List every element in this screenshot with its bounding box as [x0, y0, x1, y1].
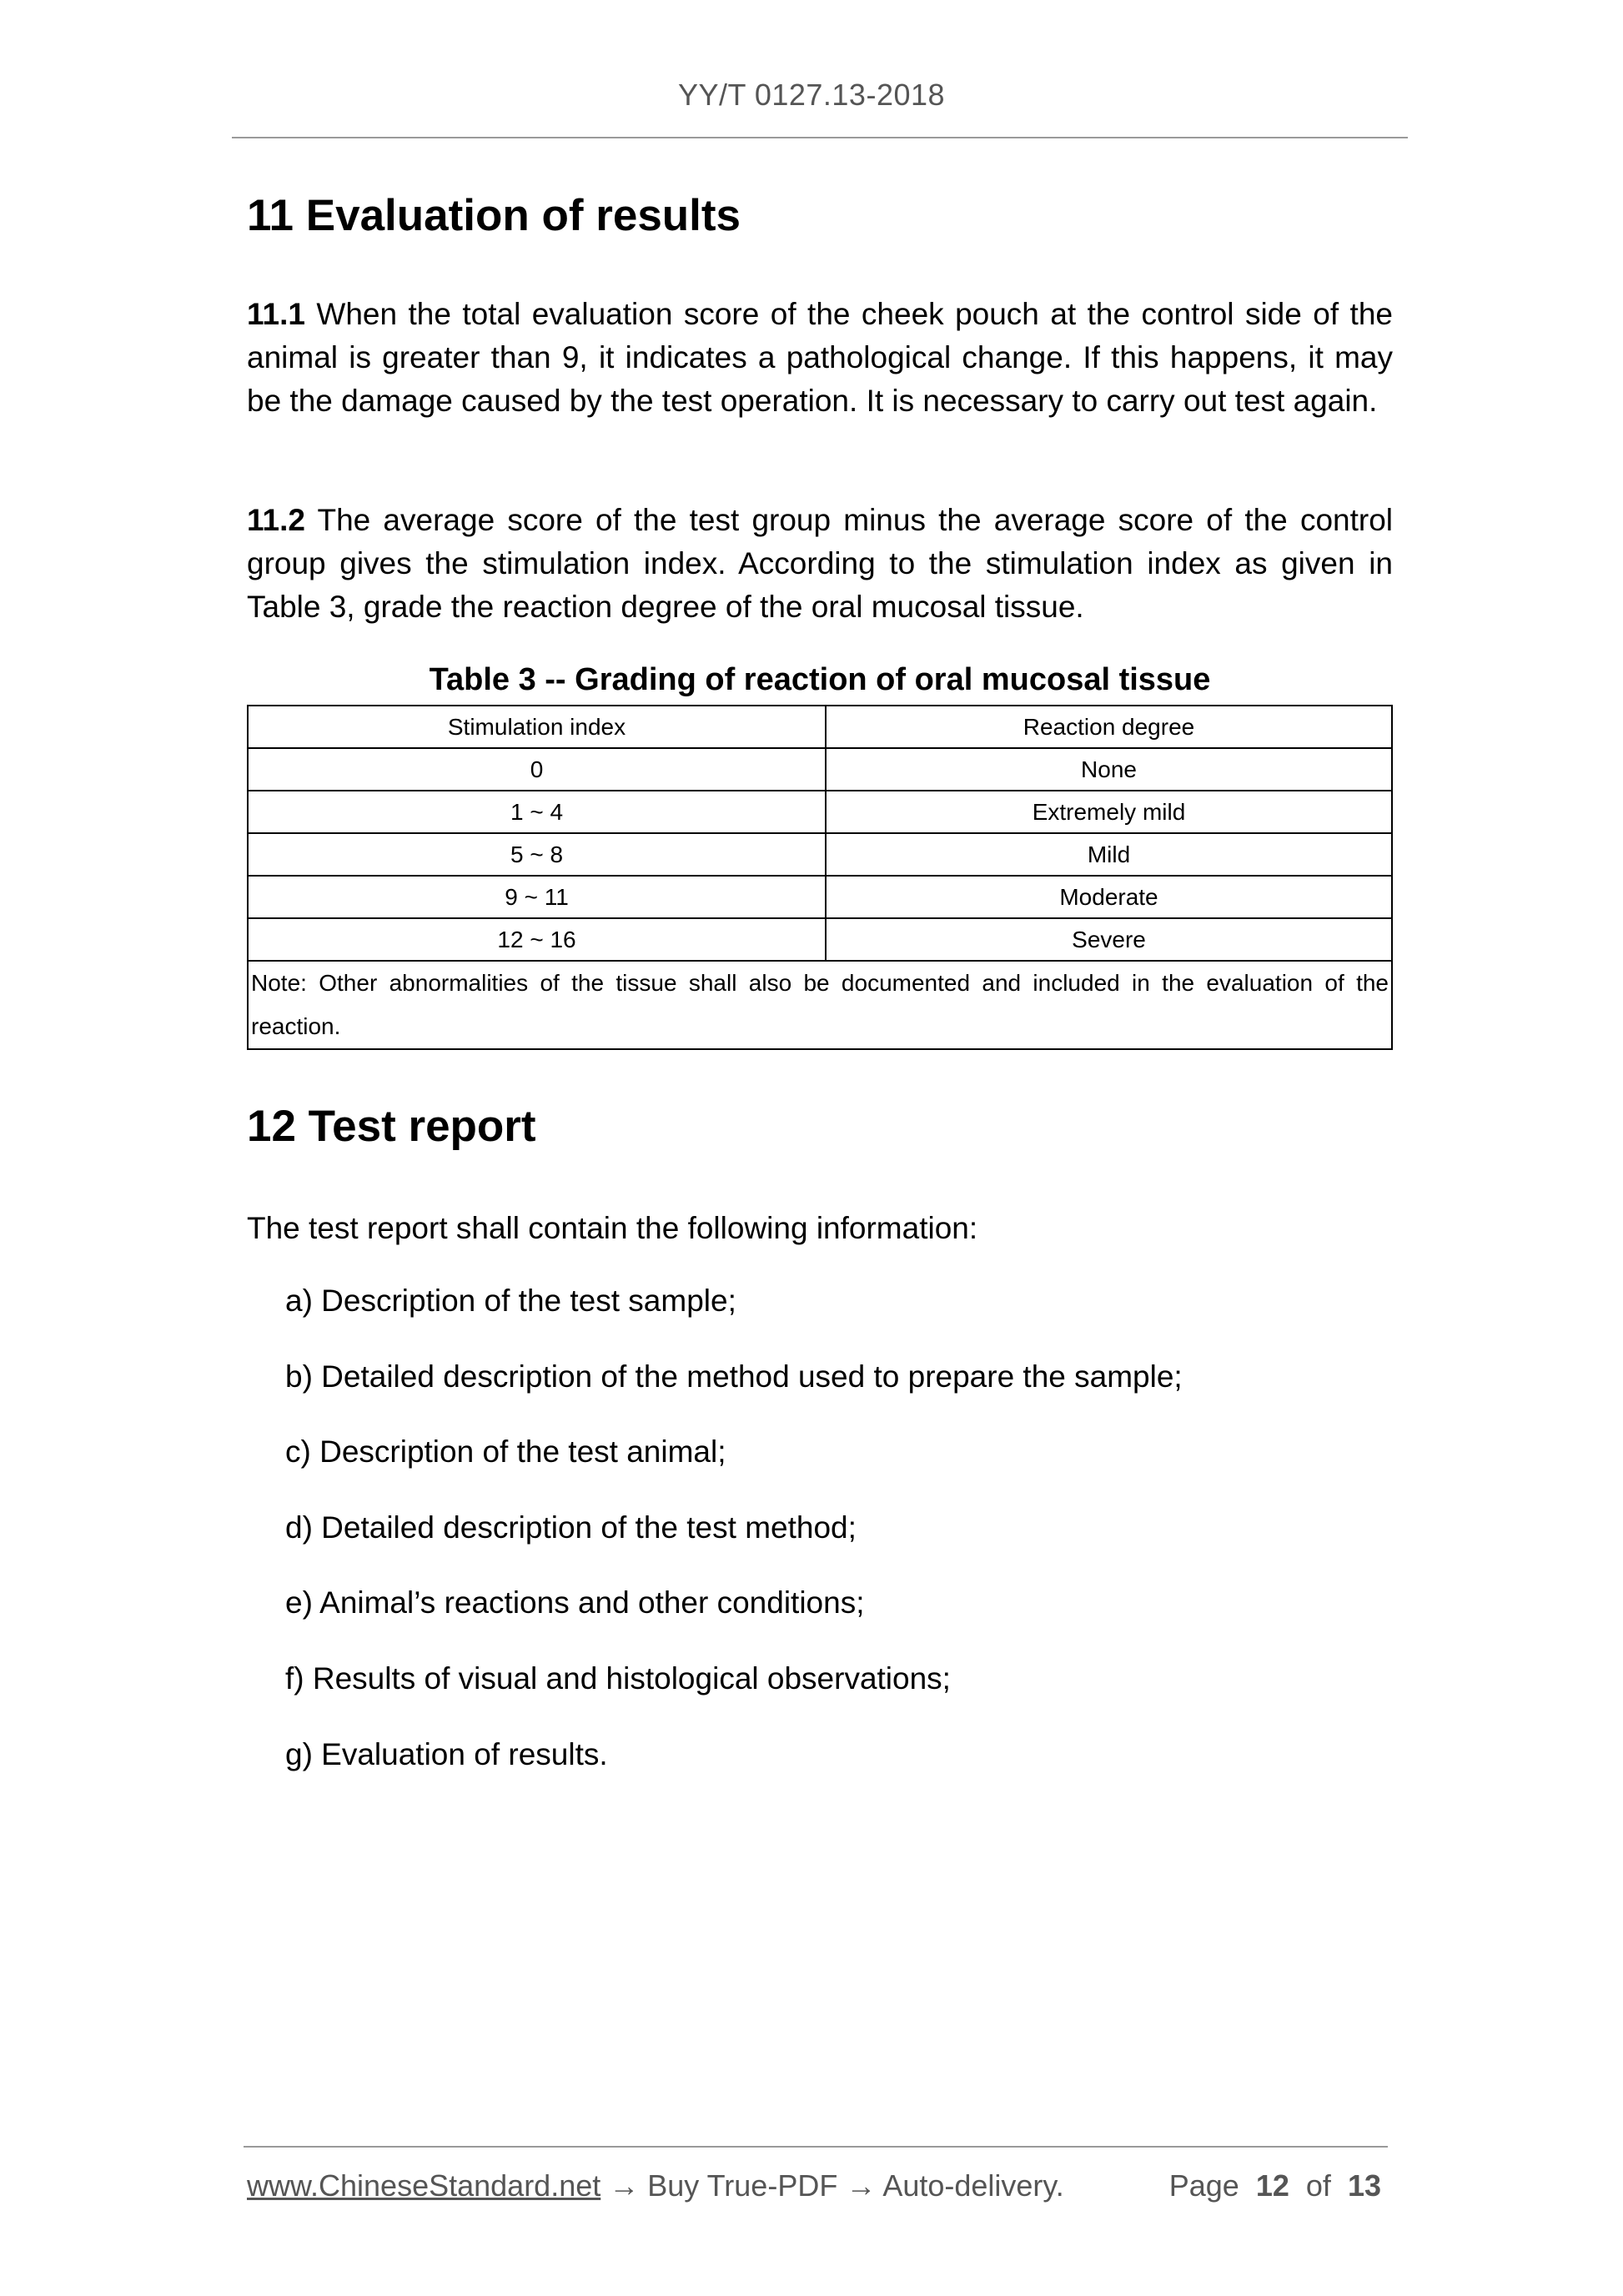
footer-tagline: → Buy True-PDF → Auto-delivery. [600, 2168, 1064, 2203]
list-item: e) Animal’s reactions and other conditions; [285, 1585, 865, 1620]
stimulation-index-cell: 12 ~ 16 [248, 918, 826, 961]
table-3 [247, 705, 1393, 1050]
reaction-degree-cell: Extremely mild [826, 791, 1392, 833]
stimulation-index-cell: 5 ~ 8 [248, 833, 826, 876]
reaction-degree-cell: None [826, 748, 1392, 791]
page-total: 13 [1347, 2168, 1381, 2203]
table-note: Note: Other abnormalities of the tissue shall also be documented and included in the evaluation of the reaction. [248, 961, 1392, 1049]
table-row [248, 833, 1392, 876]
paragraph-11-1 [247, 293, 1393, 423]
page-current: 12 [1255, 2168, 1289, 2203]
table-row [248, 918, 1392, 961]
reaction-degree-cell: Severe [826, 918, 1392, 961]
header-divider [232, 137, 1408, 138]
table-row [248, 791, 1392, 833]
test-report-intro: The test report shall contain the following information: [247, 1211, 978, 1245]
section-12-heading: 12 Test report [247, 1102, 536, 1151]
stimulation-index-cell: 0 [248, 748, 826, 791]
table-row [248, 876, 1392, 918]
reaction-degree-cell: Mild [826, 833, 1392, 876]
table-3-caption: Table 3 -- Grading of reaction of oral mucosal tissue [429, 662, 1211, 697]
paragraph-11-2-text: The average score of the test group minus the average score of the control group gives the stimulation index. According to the stimulation index as given in Table 3, grade the reaction degree of the oral mucosal tissue. [247, 503, 1393, 624]
list-item: d) Detailed description of the test method; [285, 1510, 857, 1545]
header-standard-code: YY/T 0127.13-2018 [677, 78, 946, 112]
stimulation-index-cell: 1 ~ 4 [248, 791, 826, 833]
footer-divider [244, 2146, 1388, 2148]
website-link[interactable]: www.ChineseStandard.net [247, 2168, 601, 2203]
paragraph-11-2 [247, 499, 1393, 629]
footer [247, 2168, 1393, 2203]
list-item: g) Evaluation of results. [285, 1737, 608, 1771]
table-header-row [248, 706, 1392, 748]
list-item: a) Description of the test sample; [285, 1284, 736, 1318]
page-indicator [1169, 2168, 1381, 2203]
list-item: f) Results of visual and histological observations; [285, 1661, 951, 1696]
list-item: c) Description of the test animal; [285, 1434, 726, 1469]
table-header-cell: Reaction degree [826, 706, 1392, 748]
reaction-degree-cell: Moderate [826, 876, 1392, 918]
section-11-heading: 11 Evaluation of results [247, 191, 741, 240]
clause-number-11-2: 11.2 [247, 503, 305, 537]
table-header-cell: Stimulation index [248, 706, 826, 748]
page-label: Page [1168, 2168, 1239, 2203]
table-note-row [248, 961, 1392, 1049]
clause-number-11-1: 11.1 [247, 297, 305, 331]
paragraph-11-1-text: When the total evaluation score of the cheek pouch at the control side of the animal is greater than 9, it indicates a pathological change. If this happens, it may be the damage caused by the test operation. It is necessary to carry out test again. [247, 297, 1393, 418]
list-item: b) Detailed description of the method used to prepare the sample; [285, 1359, 1183, 1394]
table-row [248, 748, 1392, 791]
page-of-label: of [1305, 2168, 1331, 2203]
stimulation-index-cell: 9 ~ 11 [248, 876, 826, 918]
